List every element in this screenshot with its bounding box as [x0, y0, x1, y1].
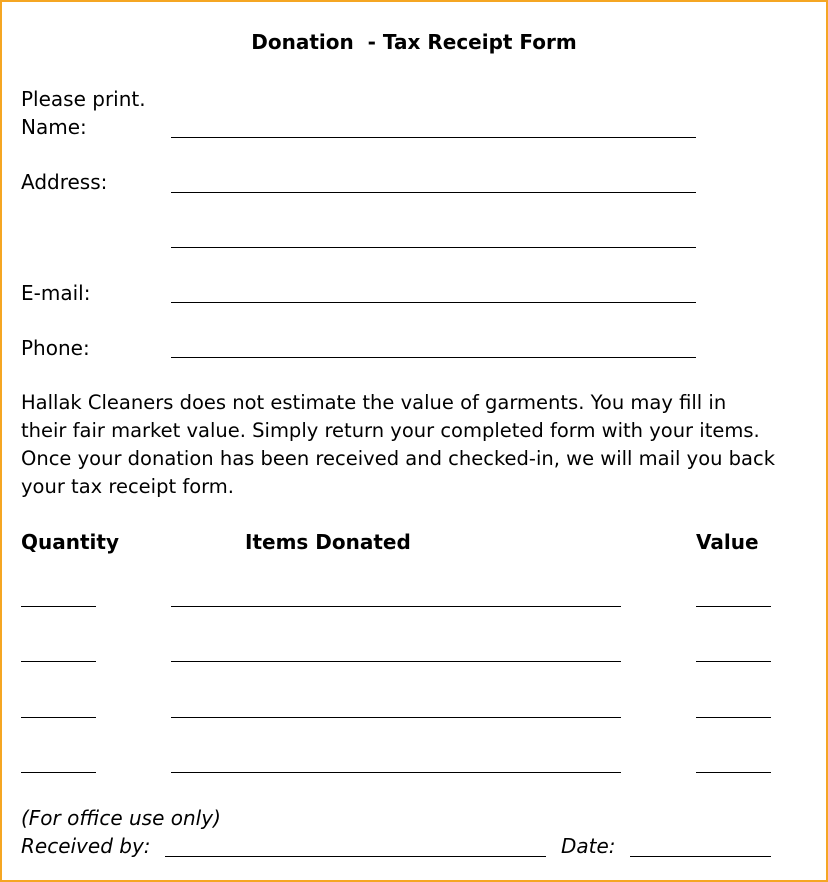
item-line[interactable] [171, 606, 621, 607]
date-line[interactable] [630, 856, 771, 857]
quantity-line[interactable] [21, 772, 96, 773]
items-donated-header: Items Donated [245, 530, 411, 554]
email-label: E-mail: [21, 281, 91, 305]
item-line[interactable] [171, 661, 621, 662]
phone-field-line[interactable] [171, 357, 696, 358]
value-line[interactable] [696, 772, 771, 773]
item-line[interactable] [171, 772, 621, 773]
email-field-line[interactable] [171, 302, 696, 303]
office-use-note: (For office use only) [21, 806, 221, 830]
phone-label: Phone: [21, 336, 90, 360]
date-label: Date: [561, 834, 616, 858]
quantity-line[interactable] [21, 717, 96, 718]
print-instruction: Please print. [21, 87, 146, 111]
value-line[interactable] [696, 717, 771, 718]
value-line[interactable] [696, 606, 771, 607]
quantity-line[interactable] [21, 661, 96, 662]
received-by-line[interactable] [165, 856, 546, 857]
address-field-line-2[interactable] [171, 247, 696, 248]
name-label: Name: [21, 115, 87, 139]
value-line[interactable] [696, 661, 771, 662]
address-field-line-1[interactable] [171, 192, 696, 193]
quantity-line[interactable] [21, 606, 96, 607]
address-label: Address: [21, 170, 108, 194]
item-line[interactable] [171, 717, 621, 718]
notice-line: Hallak Cleaners does not estimate the value of garments. You may fill in [21, 391, 727, 414]
notice-line: their fair market value. Simply return your completed form with your items. [21, 419, 760, 442]
name-field-line[interactable] [171, 137, 696, 138]
notice-paragraph [21, 389, 821, 501]
quantity-header: Quantity [21, 530, 119, 554]
notice-line: your tax receipt form. [21, 475, 234, 498]
form-title: Donation - Tax Receipt Form [251, 30, 577, 54]
received-by-label: Received by: [21, 834, 151, 858]
notice-line: Once your donation has been received and checked-in, we will mail you back [21, 447, 776, 470]
value-header: Value [696, 530, 759, 554]
